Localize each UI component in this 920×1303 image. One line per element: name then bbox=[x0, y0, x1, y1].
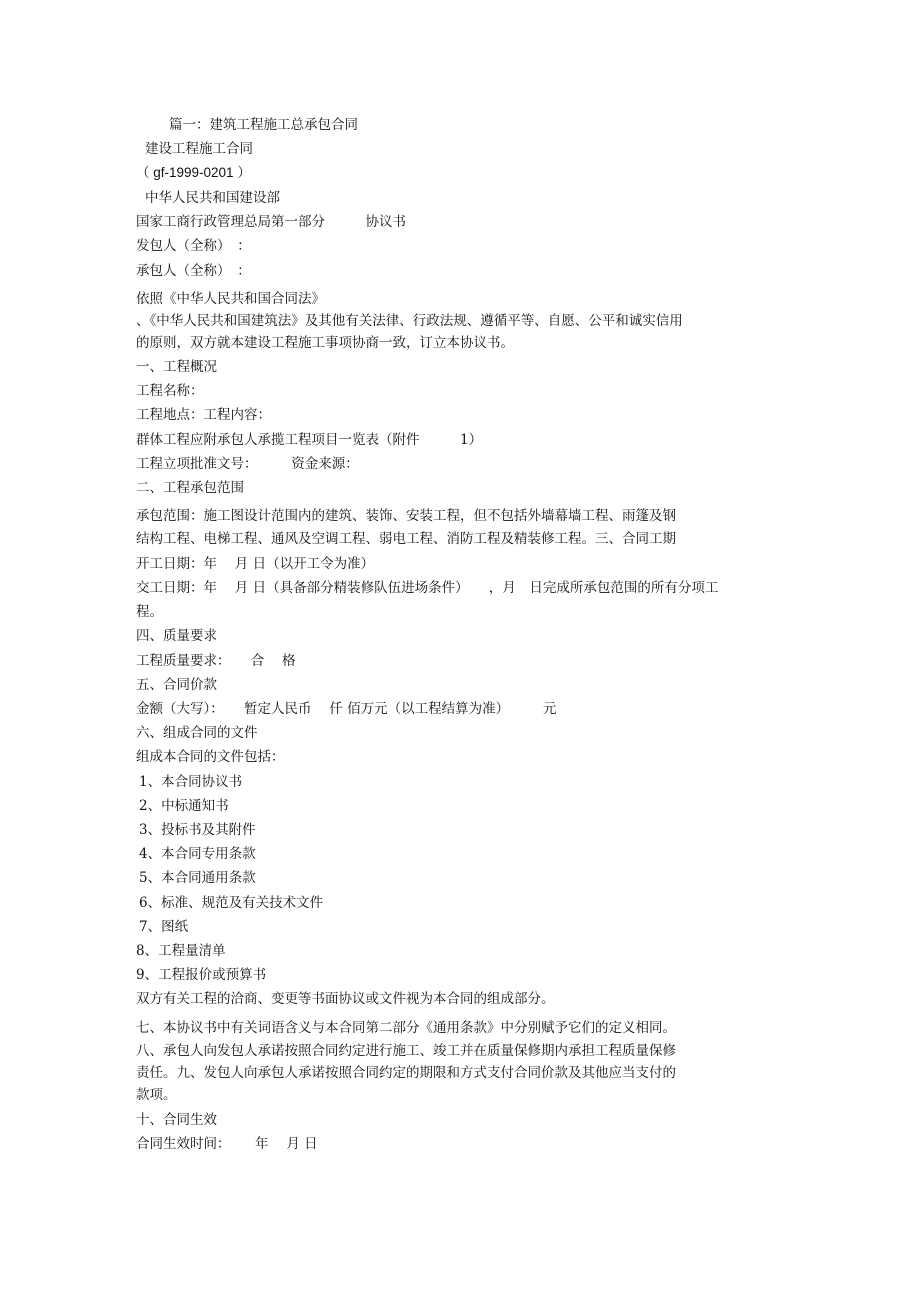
paragraph-line: 、《中华人民共和国建筑法》及其他有关法律、行政法规、遵循平等、自愿、公平和诚实信用 bbox=[136, 313, 683, 329]
section-heading: 五、合同价款 bbox=[136, 677, 217, 693]
paragraph-line: 款项。 bbox=[136, 1087, 177, 1103]
employer-field: 发包人（全称） ： bbox=[136, 238, 251, 254]
completion-date-field: 交工日期：年 月 日（具备部分精装修队伍进场条件） ，月 日完成所承包范围的所有分项工 bbox=[136, 580, 719, 596]
section-heading: 四、质量要求 bbox=[136, 628, 217, 644]
section-heading: 十、合同生效 bbox=[136, 1112, 217, 1128]
paragraph-line: 结构工程、电梯工程、通风及空调工程、弱电工程、消防工程及精装修工程。三、合同工期 bbox=[136, 531, 676, 547]
paragraph-line: 程。 bbox=[136, 604, 163, 620]
paragraph-line: 承包范围：施工图设计范围内的建筑、装饰、安装工程，但不包括外墙幕墙工程、雨篷及钢 bbox=[136, 508, 676, 524]
project-name-field: 工程名称： bbox=[136, 383, 204, 399]
paragraph-line: 的原则，双方就本建设工程施工事项协商一致，订立本协议书。 bbox=[136, 335, 514, 351]
section-heading: 六、组成合同的文件 bbox=[136, 725, 258, 741]
list-item: 9、工程报价或预算书 bbox=[136, 967, 267, 983]
article-heading: 篇一：建筑工程施工总承包合同 bbox=[169, 117, 358, 133]
issuer-administration-part-one: 国家工商行政管理总局第一部分 协议书 bbox=[136, 214, 406, 230]
list-item: 6、标准、规范及有关技术文件 bbox=[139, 895, 324, 911]
amount-field: 金额（大写）： 暂定人民币 仟 佰万元（以工程结算为准） 元 bbox=[136, 701, 557, 717]
paragraph-line: 依照《中华人民共和国合同法》 bbox=[136, 291, 325, 307]
list-item: 2、中标通知书 bbox=[139, 798, 229, 814]
paragraph-line: 双方有关工程的洽商、变更等书面协议或文件视为本合同的组成部分。 bbox=[136, 991, 555, 1007]
start-date-field: 开工日期：年 月 日（以开工令为准） bbox=[136, 556, 375, 572]
quality-field: 工程质量要求： 合 格 bbox=[136, 653, 296, 669]
list-item: 5、本合同通用条款 bbox=[139, 870, 256, 886]
list-item: 1、本合同协议书 bbox=[139, 774, 243, 790]
paragraph-line: 群体工程应附承包人承揽工程项目一览表（附件 1） bbox=[136, 432, 483, 448]
paragraph-line: 八、承包人向发包人承诺按照合同约定进行施工、竣工并在质量保修期内承担工程质量保修 bbox=[136, 1043, 676, 1059]
project-location-field: 工程地点：工程内容： bbox=[136, 407, 271, 423]
list-item: 4、本合同专用条款 bbox=[139, 846, 256, 862]
approval-funding-field: 工程立项批准文号： 资金来源： bbox=[136, 456, 359, 472]
paragraph-line: 七、本协议书中有关词语含义与本合同第二部分《通用条款》中分别赋予它们的定义相同。 bbox=[136, 1020, 676, 1036]
contractor-field: 承包人（全称） ： bbox=[136, 263, 251, 279]
issuer-ministry: 中华人民共和国建设部 bbox=[145, 190, 280, 206]
list-item: 8、工程量清单 bbox=[136, 943, 226, 959]
section-heading: 二、工程承包范围 bbox=[136, 480, 244, 496]
list-item: 7、图纸 bbox=[139, 919, 189, 935]
list-item: 3、投标书及其附件 bbox=[139, 822, 256, 838]
contract-title: 建设工程施工合同 bbox=[145, 141, 253, 157]
paragraph-line: 责任。九、发包人向承包人承诺按照合同约定的期限和方式支付合同价款及其他应当支付的 bbox=[136, 1065, 676, 1081]
effective-date-field: 合同生效时间： 年 月 日 bbox=[136, 1136, 318, 1152]
section-heading: 一、工程概况 bbox=[136, 359, 217, 375]
paragraph-line: 组成本合同的文件包括： bbox=[136, 749, 285, 765]
contract-code: （ gf-1999-0201 ） bbox=[136, 165, 251, 180]
